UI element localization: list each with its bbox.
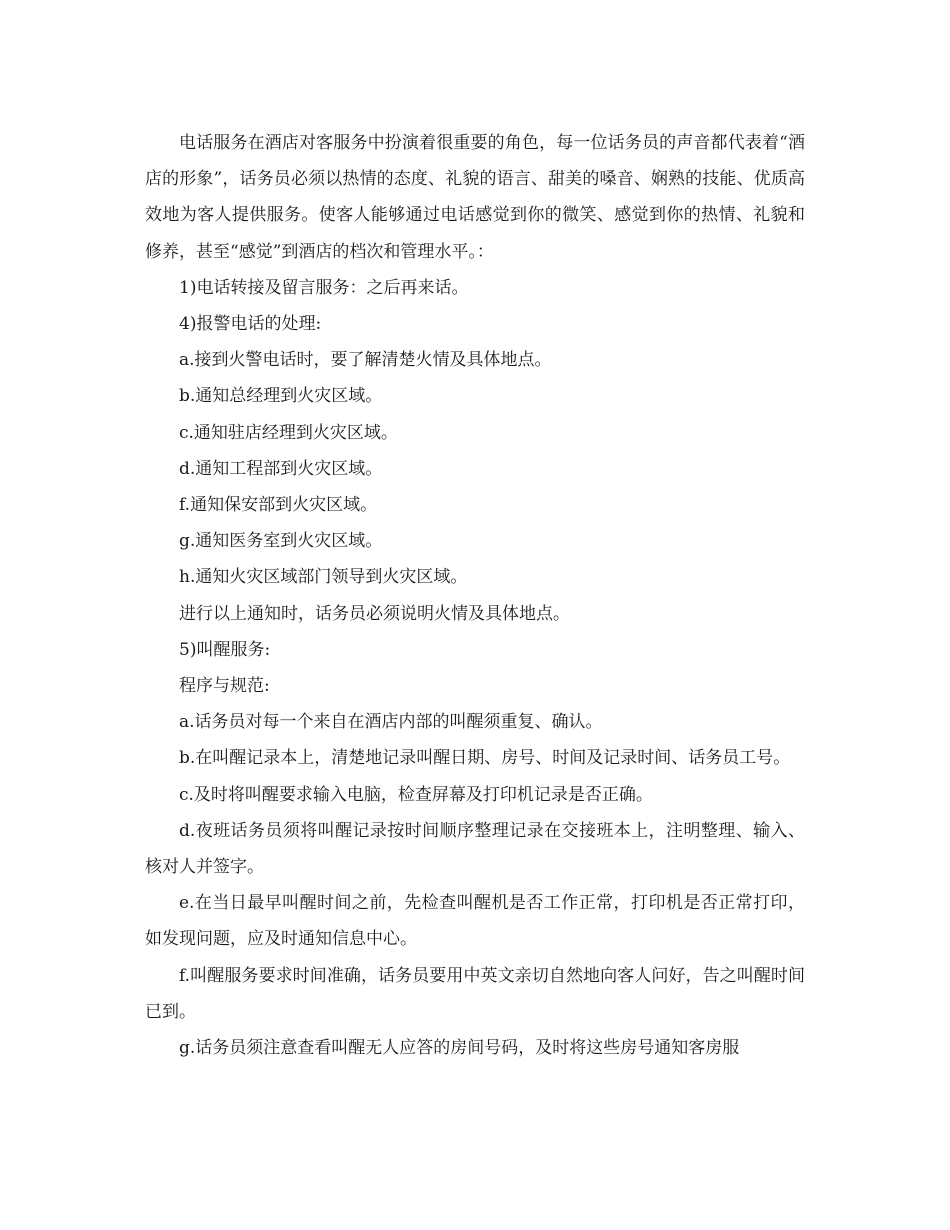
section-heading-wakeup: 5)叫醒服务: (179, 639, 271, 660)
alarm-note: 进行以上通知时，话务员必须说明火情及具体地点。 (179, 603, 570, 624)
document-body (145, 125, 805, 1066)
alarm-step-g: g.通知医务室到火灾区域。 (179, 531, 383, 552)
wakeup-step-g: g.话务员须注意查看叫醒无人应答的房间号码，及时将这些房号通知客房服 (179, 1038, 740, 1059)
wakeup-step-a: a.话务员对每一个来自在酒店内部的叫醒须重复、确认。 (179, 712, 603, 733)
intro-paragraph: 电话服务在酒店对客服务中扮演着很重要的角色，每一位话务员的声音都代表着“酒店的形象”，话务员必须以热情的态度、礼貌的语言、甜美的嗓音、娴熟的技能、优质高效地为客人提供服务。使客人能够通过电话感觉到你的微笑、感觉到你的热情、礼貌和修养，甚至“感觉”到酒店的档次和管理水平。： (145, 133, 805, 262)
wakeup-step-b: b.在叫醒记录本上，清楚地记录叫醒日期、房号、时间及记录时间、话务员工号。 (179, 748, 791, 769)
wakeup-step-e: e.在当日最早叫醒时间之前，先检查叫醒机是否工作正常，打印机是否正常打印，如发现问题，应及时通知信息中心。 (145, 893, 805, 950)
alarm-step-d: d.通知工程部到火灾区域。 (179, 458, 383, 479)
wakeup-step-f: f.叫醒服务要求时间准确，话务员要用中英文亲切自然地向客人问好，告之叫醒时间已到。 (145, 965, 805, 1022)
section-heading-alarm-calls: 4)报警电话的处理: (179, 314, 322, 335)
section-heading-call-transfer: 1)电话转接及留言服务：之后再来话。 (179, 277, 469, 298)
wakeup-step-d: d.夜班话务员须将叫醒记录按时间顺序整理记录在交接班本上，注明整理、输入、核对人并签字。 (145, 820, 805, 878)
alarm-step-h: h.通知火灾区域部门领导到火灾区域。 (179, 567, 468, 588)
alarm-step-a: a.接到火警电话时，要了解清楚火情及具体地点。 (179, 350, 552, 371)
alarm-step-c: c.通知驻店经理到火灾区域。 (179, 422, 398, 443)
alarm-step-f: f.通知保安部到火灾区域。 (179, 495, 378, 516)
subheading-procedure: 程序与规范: (179, 676, 270, 697)
alarm-step-b: b.通知总经理到火灾区域。 (179, 386, 383, 407)
wakeup-step-c: c.及时将叫醒要求输入电脑，检查屏幕及打印机记录是否正确。 (179, 784, 653, 805)
